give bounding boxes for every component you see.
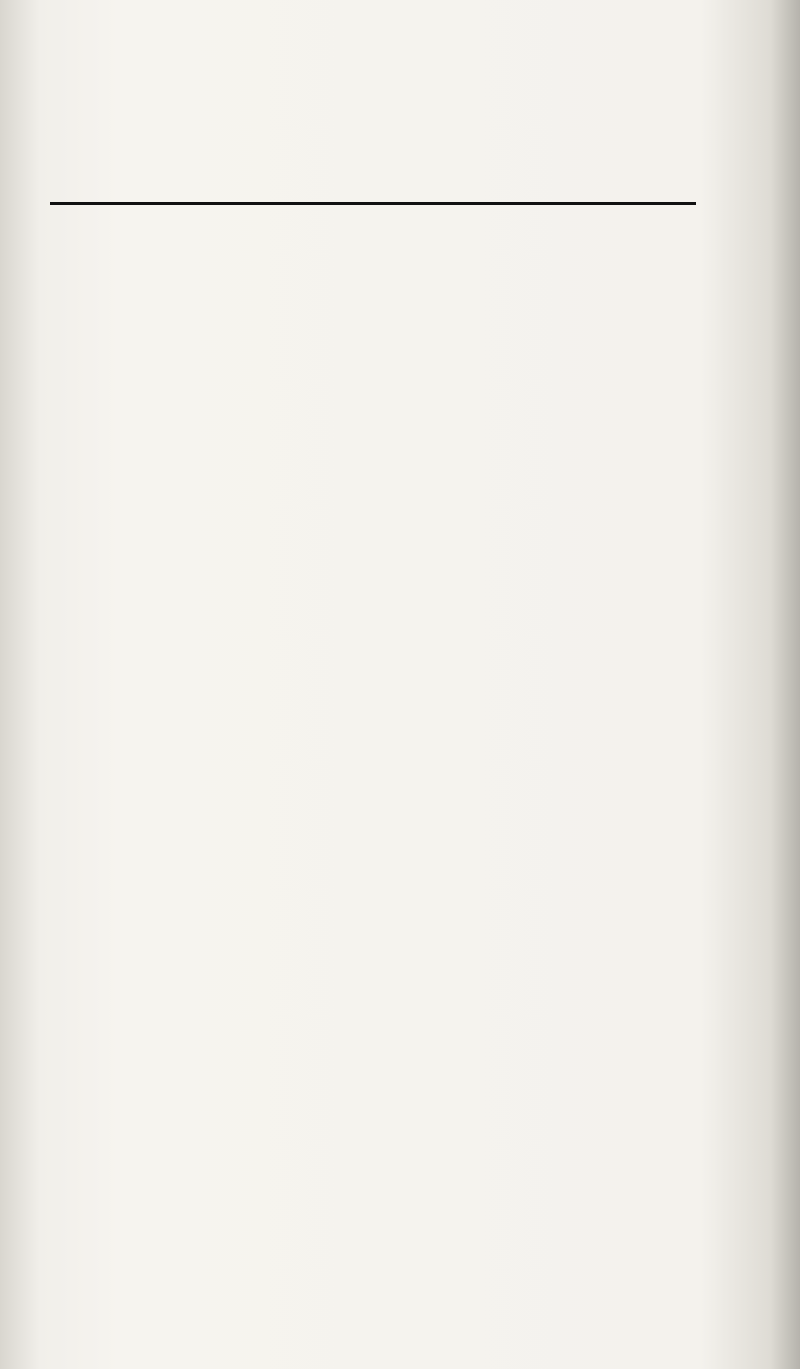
page-gutter-shadow bbox=[770, 0, 800, 1369]
running-header bbox=[48, 48, 748, 98]
separator-rule bbox=[50, 202, 696, 205]
